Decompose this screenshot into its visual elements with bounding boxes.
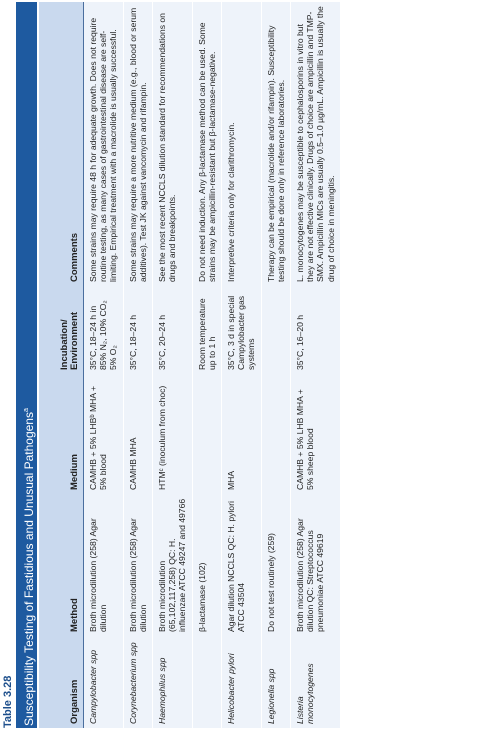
incubation-cell [261,286,290,374]
incubation-cell: 35°C, 3 d in special Campylobacter gas systems [222,286,262,374]
organism-cell: Haemophilus spp [153,636,193,728]
organism-cell: Listeria monocytogenes [291,636,341,728]
header-row [39,2,84,728]
incubation-cell: 35°C, 18–24 h [123,286,152,374]
medium-cell [192,374,221,494]
comments-cell: Do not need induction. Any β-lactamase method can be used. Some strains may be ampicillin-resistant but β-lactamase-negative. [192,2,221,286]
comments-cell: See the most recent NCCLS dilution standard for recommendations on drugs and breakpoints. [153,2,193,286]
medium-cell: CAMHB + 5% LHBᵇ MHA + 5% blood [84,374,124,494]
medium-cell: CAMHB + 5% LHB MHA + 5% sheep blood [291,374,341,494]
organism-cell: Campylobacter spp [84,636,124,728]
table-title: Susceptibility Testing of Fastidious and Unusual Pathogens [22,412,36,726]
method-cell: Broth microdilution (65,102,117,258) QC: H. influenzae ATCC 49247 and 49766 [153,494,193,636]
table-row [153,2,193,728]
organism-cell: Legionella spp [261,636,290,728]
method-cell: Do not test routinely (259) [261,494,290,636]
header-organism: Organism [39,636,84,728]
comments-cell: Interpretive criteria only for clarithromycin. [222,2,262,286]
incubation-cell: Room temperature up to 1 h [192,286,221,374]
medium-cell: CAMHB MHA [123,374,152,494]
method-cell: Agar dilution NCCLS QC: H. pylori ATCC 43504 [222,494,262,636]
incubation-cell: 35°C, 20–24 h [153,286,193,374]
method-cell: Broth microdilution (258) Agar dilution [84,494,124,636]
medium-cell: MHA [222,374,262,494]
comments-cell: Some strains may require 48 h for adequate growth. Does not require routine testing, as many cases of gastrointestinal disease are self-limiting. Empirical treatment with a macrolide is usually successful. [84,2,124,286]
susceptibility-table [39,2,341,728]
title-footnote-marker: a [23,408,30,413]
table-label: Table 3.28 [2,675,14,728]
method-cell: Broth microdilution (258) Agar dilution [123,494,152,636]
medium-cell: HTMᶜ (inoculum from choc) [153,374,193,494]
organism-cell: Corynebacterium spp [123,636,152,728]
table-row [261,2,290,728]
incubation-cell: 35°C, 18–24 h in 85% N₂, 10% CO₂ 5% O₂ [84,286,124,374]
method-cell: Broth microdilution (258) Agar dilution QC: Streptococcus pneumoniae ATCC 49619 [291,494,341,636]
table-row [291,2,341,728]
header-method: Method [39,494,84,636]
comments-cell: Some strains may require a more nutritive medium (e.g., blood or serum additives). Test JK against vancomycin and rifampin. [123,2,152,286]
incubation-cell: 35°C, 16–20 h [291,286,341,374]
organism-cell: Helicobacter pylori [222,636,262,728]
organism-cell [192,636,221,728]
comments-cell: Therapy can be empirical (macrolide and/or rifampin). Susceptibility testing should be done only in reference laboratories. [261,2,290,286]
medium-cell [261,374,290,494]
table-row [192,2,221,728]
comments-cell: L. monocytogenes may be susceptible to cephalosporins in vitro but they are not effective clinically. Drugs of choice are ampicillin and TMP-SMX. Ampicillin MICs are usually 0.5–1.0 µg/mL. Ampicillin is usually the drug of choice in meningitis. [291,2,341,286]
header-comments: Comments [39,2,84,286]
table-row [84,2,124,728]
header-incubation: Incubation/ Environment [39,286,84,374]
header-medium: Medium [39,374,84,494]
table-title-bar [16,2,37,728]
method-cell: β-lactamase (102) [192,494,221,636]
table-row [222,2,262,728]
table-row [123,2,152,728]
